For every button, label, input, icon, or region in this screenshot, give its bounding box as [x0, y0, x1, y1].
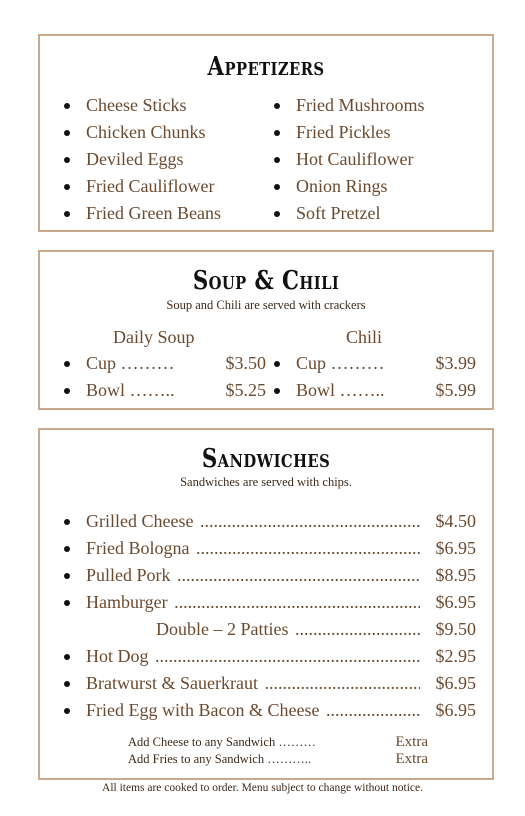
item-label: Fried Bologna: [86, 538, 190, 558]
bullet-icon: [274, 388, 280, 394]
list-item-sub: [60, 616, 476, 643]
bullet-icon: [274, 361, 280, 367]
list-item: [270, 377, 480, 404]
price: $8.95: [435, 565, 476, 585]
bullet-icon: [64, 157, 70, 163]
bullet-icon: [64, 546, 70, 552]
sandwiches-panel: [38, 428, 494, 780]
bullet-icon: [274, 130, 280, 136]
size-label: Bowl ……..: [86, 380, 175, 400]
bullet-icon: [64, 184, 70, 190]
bullet-icon: [64, 681, 70, 687]
daily-soup-heading: Daily Soup: [113, 327, 195, 347]
list-item: [60, 589, 476, 616]
list-item: [60, 508, 476, 535]
price: $6.95: [435, 673, 476, 693]
price: $2.95: [435, 646, 476, 666]
item-label: Chicken Chunks: [86, 122, 206, 142]
list-item: [60, 200, 270, 227]
sandwich-extras: [128, 734, 428, 768]
list-item: [270, 173, 480, 200]
item-label: Double – 2 Patties: [156, 619, 289, 639]
list-item: [60, 119, 270, 146]
bullet-icon: [64, 600, 70, 606]
bullet-icon: [64, 708, 70, 714]
soup-chili-title: Soup & Chili: [192, 266, 340, 296]
bullet-icon: [274, 184, 280, 190]
bullet-icon: [64, 654, 70, 660]
sandwich-list: [60, 508, 476, 724]
extra-value: Extra: [395, 751, 428, 767]
bullet-icon: [64, 519, 70, 525]
list-item: [60, 562, 476, 589]
list-item: [270, 92, 480, 119]
bullet-icon: [274, 103, 280, 109]
item-label: Fried Egg with Bacon & Cheese: [86, 700, 320, 720]
price: $5.99: [435, 380, 476, 400]
appetizers-panel: [38, 34, 494, 232]
item-label: Fried Cauliflower: [86, 176, 215, 196]
daily-soup-column: [60, 324, 270, 404]
price: $5.25: [225, 380, 266, 400]
item-label: Deviled Eggs: [86, 149, 184, 169]
soup-chili-note: Soup and Chili are served with crackers: [166, 298, 366, 312]
list-item: [60, 697, 476, 724]
bullet-icon: [64, 573, 70, 579]
chili-column: [270, 324, 480, 404]
bullet-icon: [64, 211, 70, 217]
list-item: [270, 146, 480, 173]
price: $6.95: [435, 538, 476, 558]
extra-label: Add Fries to any Sandwich ………..: [128, 752, 311, 766]
price: $3.50: [225, 353, 266, 373]
size-label: Cup ………: [86, 353, 175, 373]
item-label: Soft Pretzel: [296, 203, 381, 223]
bullet-icon: [64, 361, 70, 367]
list-item: [270, 119, 480, 146]
appetizers-column-right: [270, 92, 480, 227]
item-label: Fried Mushrooms: [296, 95, 425, 115]
list-item: [60, 92, 270, 119]
price: $4.50: [435, 511, 476, 531]
list-item: [60, 643, 476, 670]
item-label: Fried Pickles: [296, 122, 391, 142]
item-label: Hot Cauliflower: [296, 149, 414, 169]
item-label: Onion Rings: [296, 176, 388, 196]
extra-value: Extra: [395, 734, 428, 750]
list-item: [60, 535, 476, 562]
list-item: [60, 377, 270, 404]
list-item: [60, 350, 270, 377]
list-item: [60, 146, 270, 173]
bullet-icon: [64, 103, 70, 109]
item-label: Hot Dog: [86, 646, 149, 666]
bullet-icon: [274, 157, 280, 163]
bullet-icon: [274, 211, 280, 217]
appetizers-title: Appetizers: [207, 52, 325, 82]
size-label: Bowl ……..: [296, 380, 385, 400]
price: $3.99: [435, 353, 476, 373]
item-label: Pulled Pork: [86, 565, 171, 585]
item-label: Bratwurst & Sauerkraut: [86, 673, 258, 693]
item-label: Fried Green Beans: [86, 203, 221, 223]
price: $9.50: [435, 619, 476, 639]
chili-heading: Chili: [346, 327, 383, 347]
soup-chili-panel: [38, 250, 494, 410]
list-item: [270, 350, 480, 377]
extra-label: Add Cheese to any Sandwich ………: [128, 735, 316, 749]
list-item: [60, 173, 270, 200]
appetizers-columns: [60, 92, 480, 227]
footer-note: All items are cooked to order. Menu subject to change without notice.: [102, 782, 423, 794]
list-item: [270, 200, 480, 227]
extra-row: [128, 734, 428, 751]
soup-chili-columns: [60, 324, 480, 404]
size-label: Cup ………: [296, 353, 385, 373]
list-item: [60, 670, 476, 697]
item-label: Hamburger: [86, 592, 168, 612]
sandwiches-note: Sandwiches are served with chips.: [180, 475, 352, 489]
sandwiches-title: Sandwiches: [201, 444, 331, 474]
price: $6.95: [435, 592, 476, 612]
bullet-icon: [64, 388, 70, 394]
extra-row: [128, 751, 428, 768]
item-label: Grilled Cheese: [86, 511, 194, 531]
price: $6.95: [435, 700, 476, 720]
bullet-icon: [64, 130, 70, 136]
item-label: Cheese Sticks: [86, 95, 187, 115]
appetizers-column-left: [60, 92, 270, 227]
